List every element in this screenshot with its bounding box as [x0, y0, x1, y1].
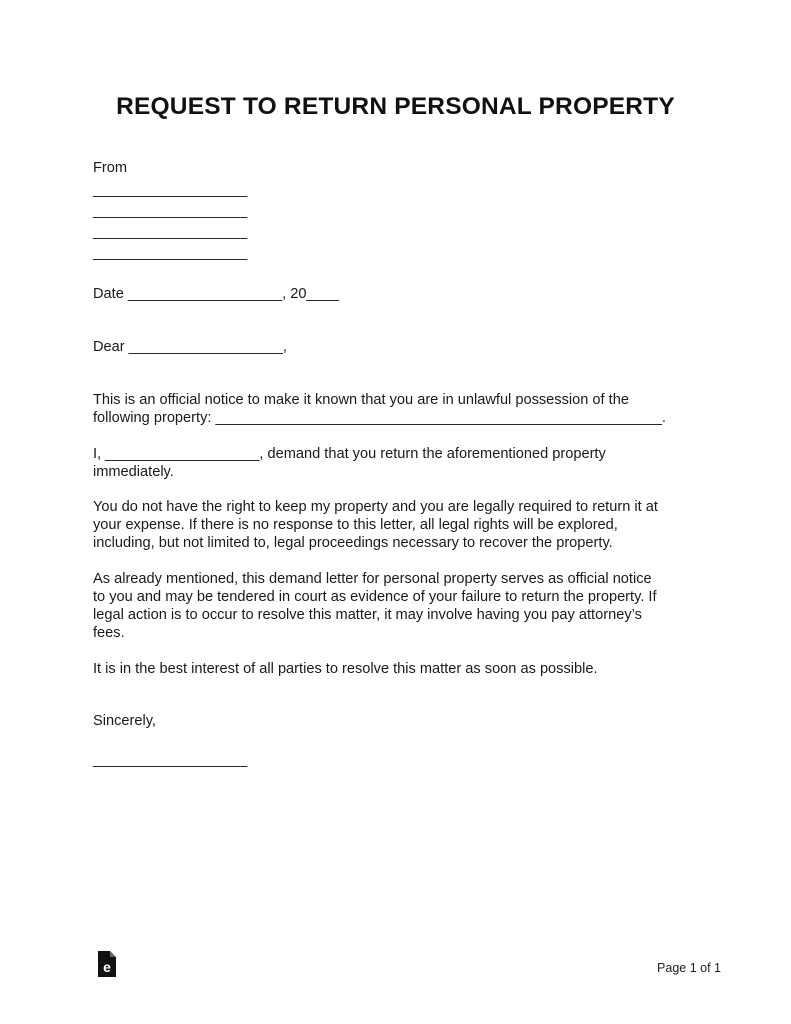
paragraph-line: to you and may be tendered in court as evidence of your failure to return the property. If	[93, 589, 657, 605]
interest-paragraph	[93, 660, 713, 678]
address-line-2: ___________________	[93, 203, 248, 219]
mentioned-paragraph	[93, 570, 713, 642]
closing-line: Sincerely,	[93, 713, 156, 729]
address-line-1: ___________________	[93, 182, 248, 198]
paragraph-line: following property: _______________________________________________________.	[93, 410, 666, 426]
notice-paragraph	[93, 391, 713, 427]
paragraph-line: You do not have the right to keep my property and you are legally required to return it at	[93, 499, 658, 515]
paragraph-line: legal action is to occur to resolve this matter, it may involve having you pay attorney’s	[93, 607, 642, 623]
salutation-line: Dear ___________________,	[93, 339, 287, 355]
rights-paragraph	[93, 498, 713, 552]
paragraph-line: As already mentioned, this demand letter for personal property serves as official notice	[93, 571, 652, 587]
svg-text:e: e	[103, 959, 111, 975]
signature-line: ___________________	[93, 752, 248, 768]
paragraph-line: including, but not limited to, legal proceedings necessary to recover the property.	[93, 535, 613, 551]
page-number: Page 1 of 1	[657, 961, 721, 975]
address-line-3: ___________________	[93, 224, 248, 240]
paragraph-line: It is in the best interest of all parties to resolve this matter as soon as possible.	[93, 661, 598, 677]
paragraph-line: I, ___________________, demand that you return the aforementioned property	[93, 446, 606, 462]
paragraph-line: This is an official notice to make it known that you are in unlawful possession of the	[93, 392, 629, 408]
paragraph-line: fees.	[93, 625, 125, 641]
eforms-logo-icon	[96, 951, 118, 977]
address-line-4: ___________________	[93, 245, 248, 261]
date-line: Date ___________________, 20____	[93, 286, 339, 302]
paragraph-line: immediately.	[93, 464, 174, 480]
demand-paragraph	[93, 445, 713, 481]
paragraph-line: your expense. If there is no response to this letter, all legal rights will be explored,	[93, 517, 618, 533]
from-label: From	[93, 160, 128, 176]
document-title: REQUEST TO RETURN PERSONAL PROPERTY	[116, 93, 675, 120]
